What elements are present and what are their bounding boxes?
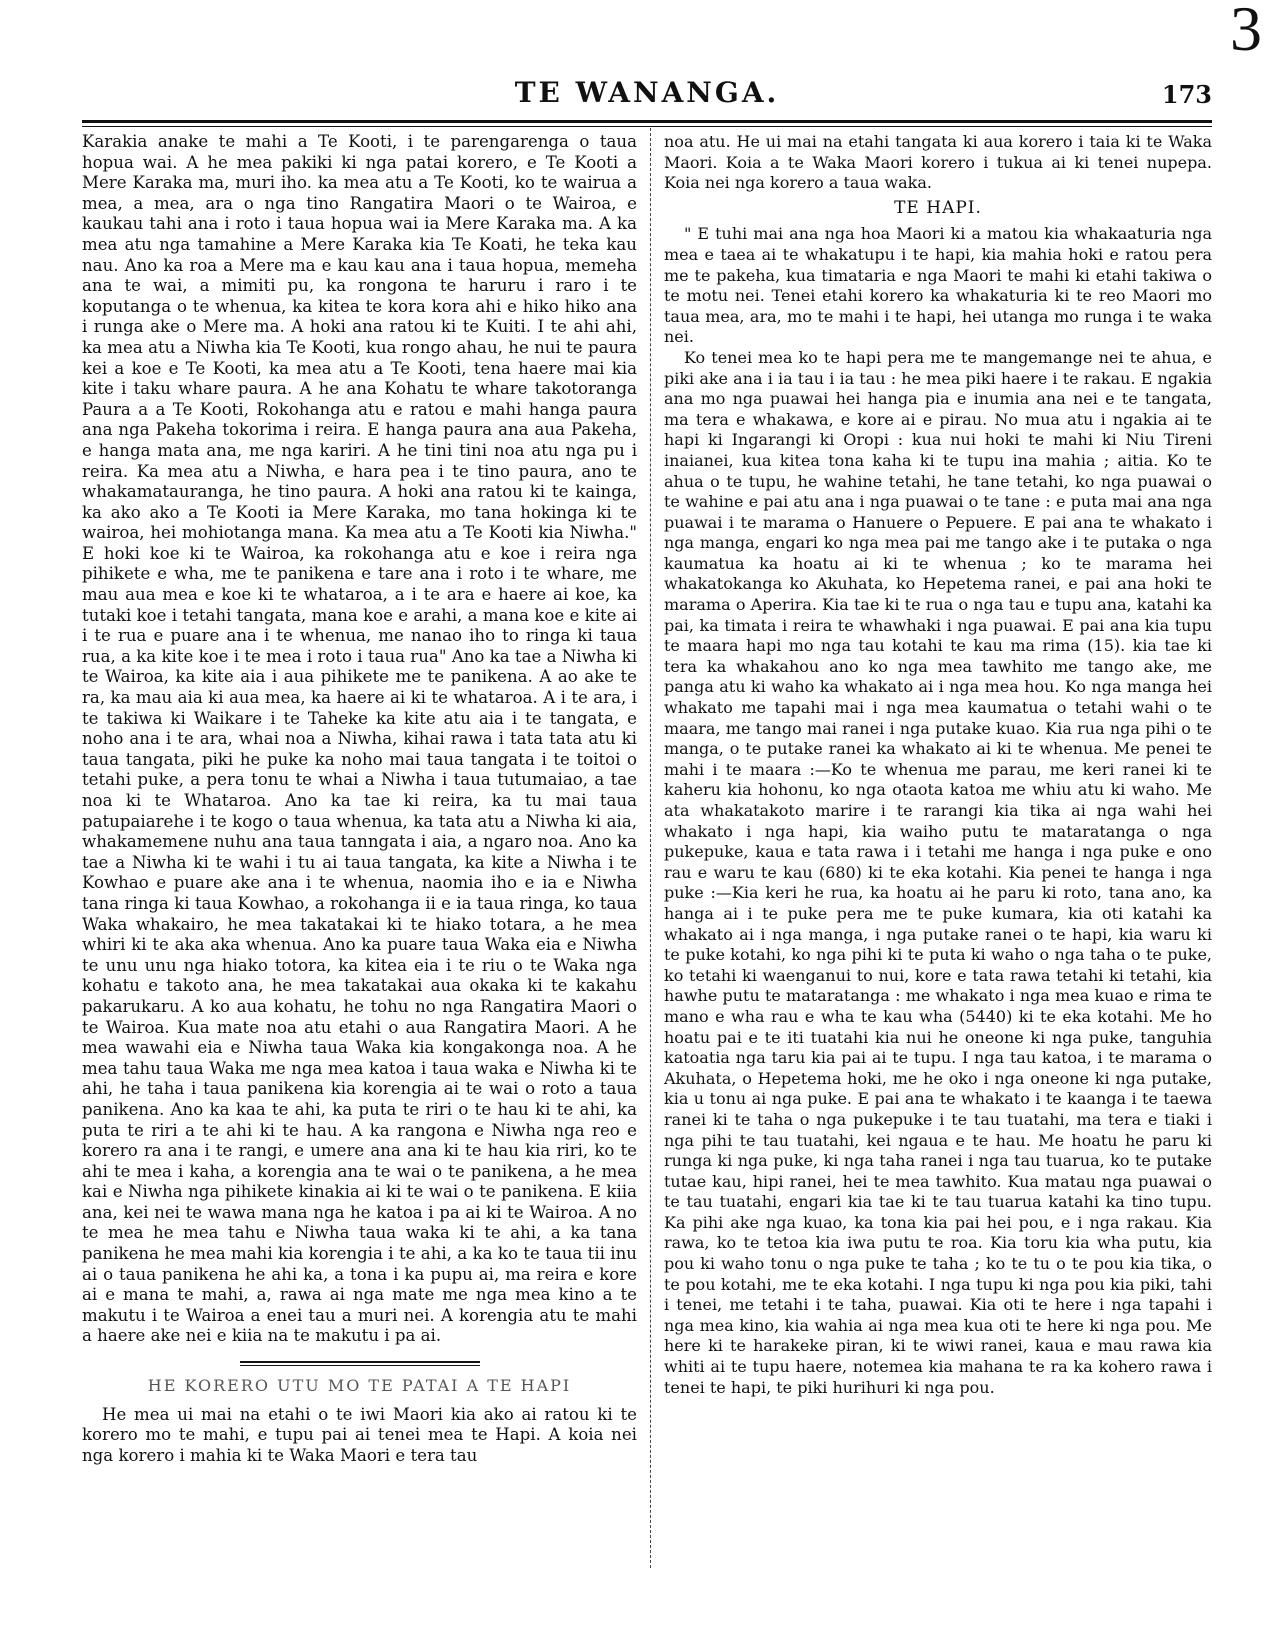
hapi-heading: TE HAPI.	[894, 197, 982, 218]
masthead	[82, 76, 1212, 116]
masthead-rule-thick	[82, 120, 1212, 123]
section-rule	[240, 1361, 480, 1363]
hapi-paragraph-1: " E tuhi mai ana nga hoa Maori ki a matou kia whakaaturia nga mea e taea ai te whakatupu i te hapi, kia mahia hoki e ratou pera me te pakeha, kua timataria e nga Maori te mahi ki etahi takiwa o te motu nei. Tenei etahi korero ka whakaturia ki te reo Maori mo taua mea, ara, mo te mahi i te hapi, hei utanga mo runga i te waka nei.	[664, 224, 1212, 347]
section-rule-thin	[240, 1365, 480, 1366]
column-divider	[650, 128, 651, 1568]
newspaper-title: TE WANANGA.	[514, 76, 780, 109]
article-body: Karakia anake te mahi a Te Kooti, i te parengarenga o taua hopua wai. A he mea pakiki ki nga patai korero, e Te Kooti a Mere Karaka ma, muri iho. ka mea atu a Te Kooti, ko te wairua a mea, a mea, ara o nga tino Rangatira Maori o te Wairoa, e kaukau tahi ana i roto i taua hopua wai ia Mere Karaka ma. A ka mea atu nga tamahine a Mere Karaka kia Te Koati, he teka kau nau. Ano ka roa a Mere ma e kau kau ana i taua hopua, memeha ana te wai, a mimiti pu, ka rongona te haruru i raro i te koputanga o te whenua, ka kitea te kora kora ahi e hiko hiko ana i runga ake o Mere ma. A hoki ana ratou ki te Kuiti. I te ahi ahi, ka mea atu a Niwha kia Te Kooti, kua rongo ahau, he nui te paura kei a koe e Te Kooti, ka mea atu a Te Kooti, tena haere mai kia kite i taku whare paura. A he ana Kohatu te whare takotoranga Paura a a Te Kooti, Rokohanga atu e ratou e mahi hanga paura ana nga Pakeha tokorima i reira. E hanga paura ana aua Pakeha, e hanga mata ana, me nga kariri. A he tini tini noa atu nga pu i reira. Ka mea atu a Niwha, e hara pea i te tino paura, ano te whakamatauranga, he tino paura. A hoki ana ratou ki te kainga, ka ako ako a Te Kooti ia Mere Karaka, mo tana hokinga ki te wairoa, hei mohiotanga mana. Ka mea atu a Te Kooti kia Niwha." E hoki koe ki te Wairoa, ka rokohanga atu e koe i reira nga pihikete e wha, me te panikena e tare ana i roto i te whare, me mau aua mea e koe ki te whataroa, a i te ara e haere ai koe, ka tutaki koe i tetahi tangata, mana koe e arahi, a mana koe e kite ai i te rua e puare ana i te whenua, me nanao iho to ringa ki taua rua, a ka kite koe i te mea i roto i taua rua" Ano ka tae a Niwha ki te Wairoa, ka kite aia i aua pihikete me te panikena. A ao ake te ra, ka mau aia ki aua mea, ka haere ai ki te whataroa. A i te ara, i te takiwa ki Waikare i te Taheke ka kite atu aia i te tangata, e noho ana i te ara, whai noa a Niwha, kihai rawa i tata tata atu ki taua tangata, piki he puke ka noho mai taua tangata i te toitoi o tetahi puke, a pera tonu te whai a Niwha i taua tutumaiao, a tae noa ki te Whataroa. Ano ka tae ki reira, ka tu mai taua patupaiarehe i te kogo o taua whenua, ka tata atu a Niwha ki aia, whakamemene nuhu ana taua tanngata i aia, a ngaro noa. Ano ka tae a Niwha ki te wahi i tu ai taua tangata, ka kite a Niwha i te Kowhao e puare ake ana i te whenua, naomia iho e ia e Niwha tana ringa ki taua Kowhao, a rokohanga ii e ia taua ringa, ko taua Waka whakairo, he mea takatakai ki te hiako totara, a he mea whiri ki te aka aka whenua. Ano ka puare taua Waka eia e Niwha te unu unu nga hiako totora, ka kitea eia i te riu o te Waka nga kohatu e takoto ana, he mea takatakai aua okaka ki te kakahu pakarukaru. A ko aua kohatu, he tohu no nga Rangatira Maori o te Wairoa. Kua mate noa atu etahi o aua Rangatira Maori. A he mea wawahi eia e Niwha taua Waka kia kongakonga noa. A he mea tahu taua Waka me nga mea katoa i taua waka e Niwha ki te ahi, he taha i taua panikena kia korengia ai te wai o roto a taua panikena. Ano ka kaa te ahi, ka puta te riri o te hau ki te ahi, ka puta te riri a te ahi ki te hau. A ka rangona e Niwha nga reo e korero ra ana i te rangi, e umere ana ana ki te hau kia riri, ko te ahi te mea i kaha, a korengia ana te wai o te panikena, a he mea kai e Niwha nga pihikete kinakia ai ki te wai o te panikena. E kiia ana, kei nei te wawa mana nga he katoa i pa ai ki te Wairoa. A no te mea he mea tahu e Niwha taua waka ki te ahi, a ka tana panikena he mea mahi kia korengia i te ahi, a ka ko te taua tii inu ai o taua panikena he ahi ka, a tona i ka pupu ai, ma reira e kore ai e mana te mahi, a, rawa ai nga mate me nga mea kino a te makutu i te Wairoa a enei tau a muri nei. A korengia atu te mahi a haere ake nei e kiia na te makutu i pa ai.	[82, 132, 637, 1346]
continuation-text: noa atu. He ui mai na etahi tangata ki aua korero i taia ki te Waka Maori. Koia a te Waka Maori korero i tukua ai ki tenei nupepa. Koia nei nga korero a taua waka.	[664, 132, 1212, 193]
section-title: HE KORERO UTU MO TE PATAI A TE HAPI	[147, 1376, 572, 1396]
masthead-rule-thin	[82, 126, 1212, 127]
section-body: He mea ui mai na etahi o te iwi Maori kia ako ai ratou ki te korero mo te mahi, e tupu pai ai tenei mea te Hapi. A koia nei nga korero i mahia ki te Waka Maori e tera tau	[82, 1404, 637, 1465]
hapi-paragraph-2: Ko tenei mea ko te hapi pera me te mangemange nei te ahua, e piki ake ana i ia tau i ia tau : he mea piki haere i te rakau. E ngakia ana mo nga puawai hei hanga pia e inumia ana nei e te tangata, ma tera e whakawa, e kore ai e pirau. No mua atu i ngakia ai te hapi ki Ingarangi ki Oropi : kua nui hoki te mahi ki Niu Tireni inaianei, kua kitea tona kaha ki te tupu ina mahia ; aitia. Ko te ahua o te tupu, he wahine tetahi, he tane tetahi, ko nga puawai o te wahine e pai atu ana i nga puawai o te tane : e puta mai ana nga puawai i te marama o Hanuere o Pepuere. E pai ana te whakato i nga manga, engari ko nga mea pai me tango ake i te putaka o nga kaumatua ka hoatu ai ki te whenua ; ko te marama hei whakatokanga ko Akuhata, ko Hepetema ranei, e pai ana hoki te marama o Aperira. Kia tae ki te rua o nga tau e tupu ana, katahi ka pai, ka timata i reira te whawhaki i nga puawai. E pai ana kia tupu te maara hapi mo nga tau kotahi te kau ma rima (15). kia tae ki tera ka whakahou ano ko nga mea tawhito me tango ake, me panga atu ki waho ka whakato ai i nga mea hou. Ko nga manga hei whakato me tapahi mai i nga mea kaumatua o tetahi wahi o te maara, me tango mai ranei i nga putake kuao. Kia rua nga pihi o te manga, o te putake ranei ka whakato ai ki te whenua. Me penei te mahi i te maara :—Ko te whenua me parau, me keri ranei ki te kaheru kia hohonu, ko nga otaota katoa me whiu atu ki waho. Me ata whakatakoto marire i te rarangi kia tika ai nga wahi hei whakato i nga hapi, kia waiho putu te mataratanga o nga pukepuke, kaua e tata rawa i i tetahi me hanga i nga puke e ono rau e waru te kau (680) ki te eka kotahi. Kia penei te hanga i nga puke :—Kia keri he rua, ka hoatu ai he paru ki roto, tana ano, ka hanga ai i te puke pera me te puke kumara, kia oti katahi ka whakato ai i nga manga, i nga putake ranei o te hapi, kia waru ki te puke kotahi, ko nga pihi ki te puta ki waho o nga taha o te puke, ko tetahi ki waenganui to nui, kore e tata rawa tetahi ki tetahi, kia hawhe putu te mataratanga : me whakato i nga mea kuao e rima te mano e wha rau e wha te kau wha (5440) ki te eka kotahi. Me ho hoatu pai e te iti tuatahi kia nui he oneone ki nga puke, tanguhia katoatia nga taru kia pai ai te tupu. I nga tau katoa, i te marama o Akuhata, o Hepetema hoki, me he oko i nga oneone ki nga putake, kia u tonu ai nga puke. E pai ana te whakato i te kaanga i te taewa ranei ki te taha o nga pukepuke i te tau tuatahi, ma tera e tiaki i nga pihi te tau tuatahi, kei ngaua e te hau. Me hoatu he paru ki runga ki nga puke, ki nga taha ranei i nga tau tuarua, ko te putake tutae kau, hipi ranei, hei te mea tawhito. Kua matau nga puawai o te tau tuatahi, engari kia tae ki te tau tuarua katahi ka tino tupu. Ka pihi ake nga kuao, ka tona kia pai hei pou, e i nga rakau. Kia rawa, ko te tetoa kia iwa putu te roa. Kia toru kia wha putu, kia pou ki waho tonu o nga puke te taha ; ko te tu o te pou kia tika, o te pou kotahi, me te eka kotahi. I nga tupu ki nga pou kia piki, tahi i tenei, me tetahi i te taha, puawai. Kia oti te here i nga tapahi i nga mea kino, kia wahia ai nga mea kua oti te here ki nga pou. Me here ki te harakeke piran, ki te wiwi ranei, kaua e mau rawa kia whiti ai te tupu haere, notemea kia mahana te ra ka kohero rawa i tenei te hapi, te piki hurihuri ki nga pou.	[664, 347, 1212, 1397]
page-number: 173	[1161, 80, 1212, 109]
page-corner-number: 3	[1230, 0, 1262, 64]
left-column	[82, 132, 637, 1466]
right-column	[664, 132, 1212, 1398]
